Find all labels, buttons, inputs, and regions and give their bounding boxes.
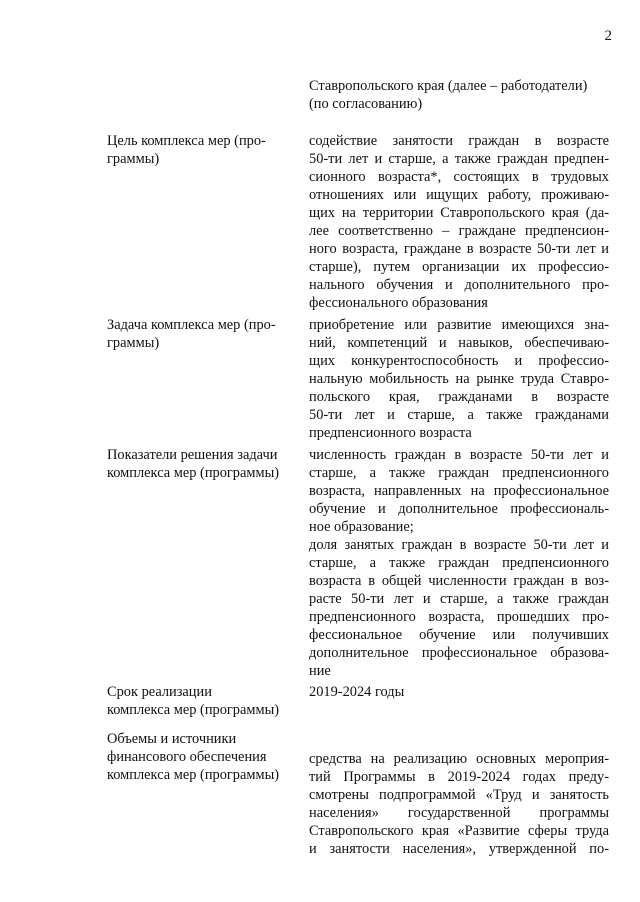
value-line: старше, а также граждан предпенсионного	[309, 555, 609, 571]
value-line: возраста в общей численности граждан в воз-	[309, 573, 609, 589]
row-label	[107, 730, 297, 784]
value-line: ний, компетенций и навыков, обеспечиваю-	[309, 335, 609, 351]
value-line: ного возраста, граждане в возрасте 50-ти лет и	[309, 241, 609, 257]
value-line: щих конкурентоспособность и профессио-	[309, 353, 609, 369]
value-line: расте 50-ти лет и старше, а также граждан	[309, 591, 609, 607]
value-line: 50-ти лет и старше, а также граждан предпен-	[309, 151, 609, 167]
label-line: Объемы и источники	[107, 731, 237, 747]
value-line: содействие занятости граждан в возрасте	[309, 133, 609, 149]
value-line: сионного возраста*, состоящих в трудовых	[309, 169, 609, 185]
value-line: возраста, направленных на профессиональное	[309, 483, 609, 499]
value-line: нальную мобильность на рынке труда Ставро-	[309, 371, 609, 387]
label-line: Показатели решения задачи	[107, 447, 278, 463]
row-label	[107, 132, 297, 168]
label-line: Цель комплекса мер (про-	[107, 133, 266, 149]
value-line: дополнительное профессиональное образова-	[309, 645, 609, 661]
value-line: предпенсионного возраста, прошедших про-	[309, 609, 609, 625]
text-line: Ставропольского края (далее – работодатели)	[309, 78, 588, 94]
value-line: обучение и дополнительное профессиональ-	[309, 501, 609, 517]
label-line: Срок реализации	[107, 684, 212, 700]
row-label	[107, 316, 297, 352]
value-line: ние	[309, 663, 331, 679]
value-line: отношениях или ищущих работу, проживаю-	[309, 187, 609, 203]
row-value	[309, 446, 609, 680]
label-line: комплекса мер (программы)	[107, 767, 280, 783]
label-line: комплекса мер (программы)	[107, 465, 280, 481]
row-value	[309, 132, 609, 312]
row-value	[309, 316, 609, 442]
value-line: численность граждан в возрасте 50-ти лет и	[309, 447, 609, 463]
value-line: тий Программы в 2019-2024 годах преду-	[309, 769, 609, 785]
value-line: ное образование;	[309, 519, 414, 535]
label-line: комплекса мер (программы)	[107, 702, 280, 718]
value-line: доля занятых граждан в возрасте 50-ти лет и	[309, 537, 609, 553]
value-line: щих на территории Ставропольского края (да-	[309, 205, 609, 221]
row-label	[107, 683, 297, 719]
label-line: граммы)	[107, 151, 160, 167]
value-line: и занятости населения», утвержденной по-	[309, 841, 609, 857]
value-line: средства на реализацию основных мероприя-	[309, 751, 609, 767]
continuation-text	[309, 77, 609, 113]
row-value	[309, 683, 609, 701]
value-line: старше, а также граждан предпенсионного	[309, 465, 609, 481]
value-line: предпенсионного возраста	[309, 425, 472, 441]
label-line: финансового обеспечения	[107, 749, 267, 765]
value-line: 50-ти лет и старше, а также гражданами	[309, 407, 609, 423]
text-line: (по согласованию)	[309, 96, 423, 112]
value-line: Ставропольского края «Развитие сферы труда	[309, 823, 609, 839]
page-number: 2	[604, 28, 612, 44]
value-line: населения» государственной программы	[309, 805, 609, 821]
value-line: фессиональное обучение или получивших	[309, 627, 609, 643]
label-line: граммы)	[107, 335, 160, 351]
value-line: приобретение или развитие имеющихся зна-	[309, 317, 609, 333]
value-line: фессионального образования	[309, 295, 488, 311]
label-line: Задача комплекса мер (про-	[107, 317, 276, 333]
value-line: польского края, гражданами в возрасте	[309, 389, 609, 405]
value-line: старше), путем организации их профессио-	[309, 259, 609, 275]
value-line: нального обучения и дополнительного про-	[309, 277, 609, 293]
value-line: смотрены подпрограммой «Труд и занятость	[309, 787, 609, 803]
row-label	[107, 446, 297, 482]
value-line: 2019-2024 годы	[309, 684, 405, 700]
row-value	[309, 750, 609, 858]
value-line: лее соответственно – граждане предпенсион-	[309, 223, 609, 239]
